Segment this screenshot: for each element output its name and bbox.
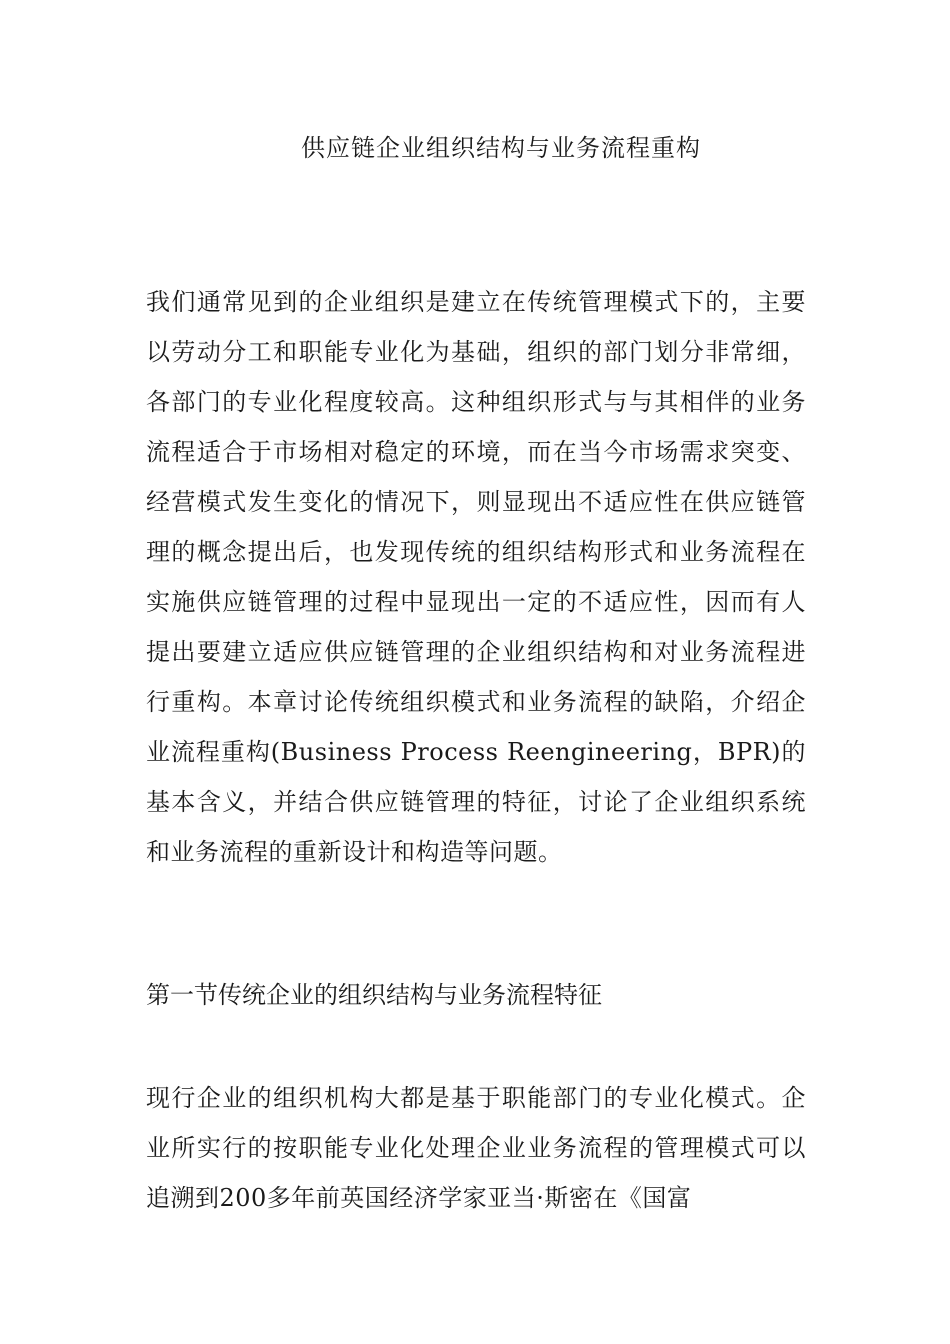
section-paragraph: 现行企业的组织机构大都是基于职能部门的专业化模式。企业所实行的按职能专业化处理企业业务流程的管理模式可以追溯到200多年前英国经济学家亚当·斯密在《国富 xyxy=(146,1084,806,1212)
document-title: 供应链企业组织结构与业务流程重构 xyxy=(301,134,701,162)
section-heading: 第一节传统企业的组织结构与业务流程特征 xyxy=(146,981,602,1009)
intro-paragraph: 我们通常见到的企业组织是建立在传统管理模式下的，主要以劳动分工和职能专业化为基础，组织的部门划分非常细，各部门的专业化程度较高。这种组织形式与与其相伴的业务流程适合于市场相对稳定的环境，而在当今市场需求突变、经营模式发生变化的情况下，则显现出不适应性在供应链管理的概念提出后，也发现传统的组织结构形式和业务流程在实施供应链管理的过程中显现出一定的不适应性，因而有人提出要建立适应供应链管理的企业组织结构和对业务流程进行重构。本章讨论传统组织模式和业务流程的缺陷，介绍企业流程重构(Business Process Reengineering，BPR)的基本含义，并结合供应链管理的特征，讨论了企业组织系统和业务流程的重新设计和构造等问题。 xyxy=(146,288,806,866)
